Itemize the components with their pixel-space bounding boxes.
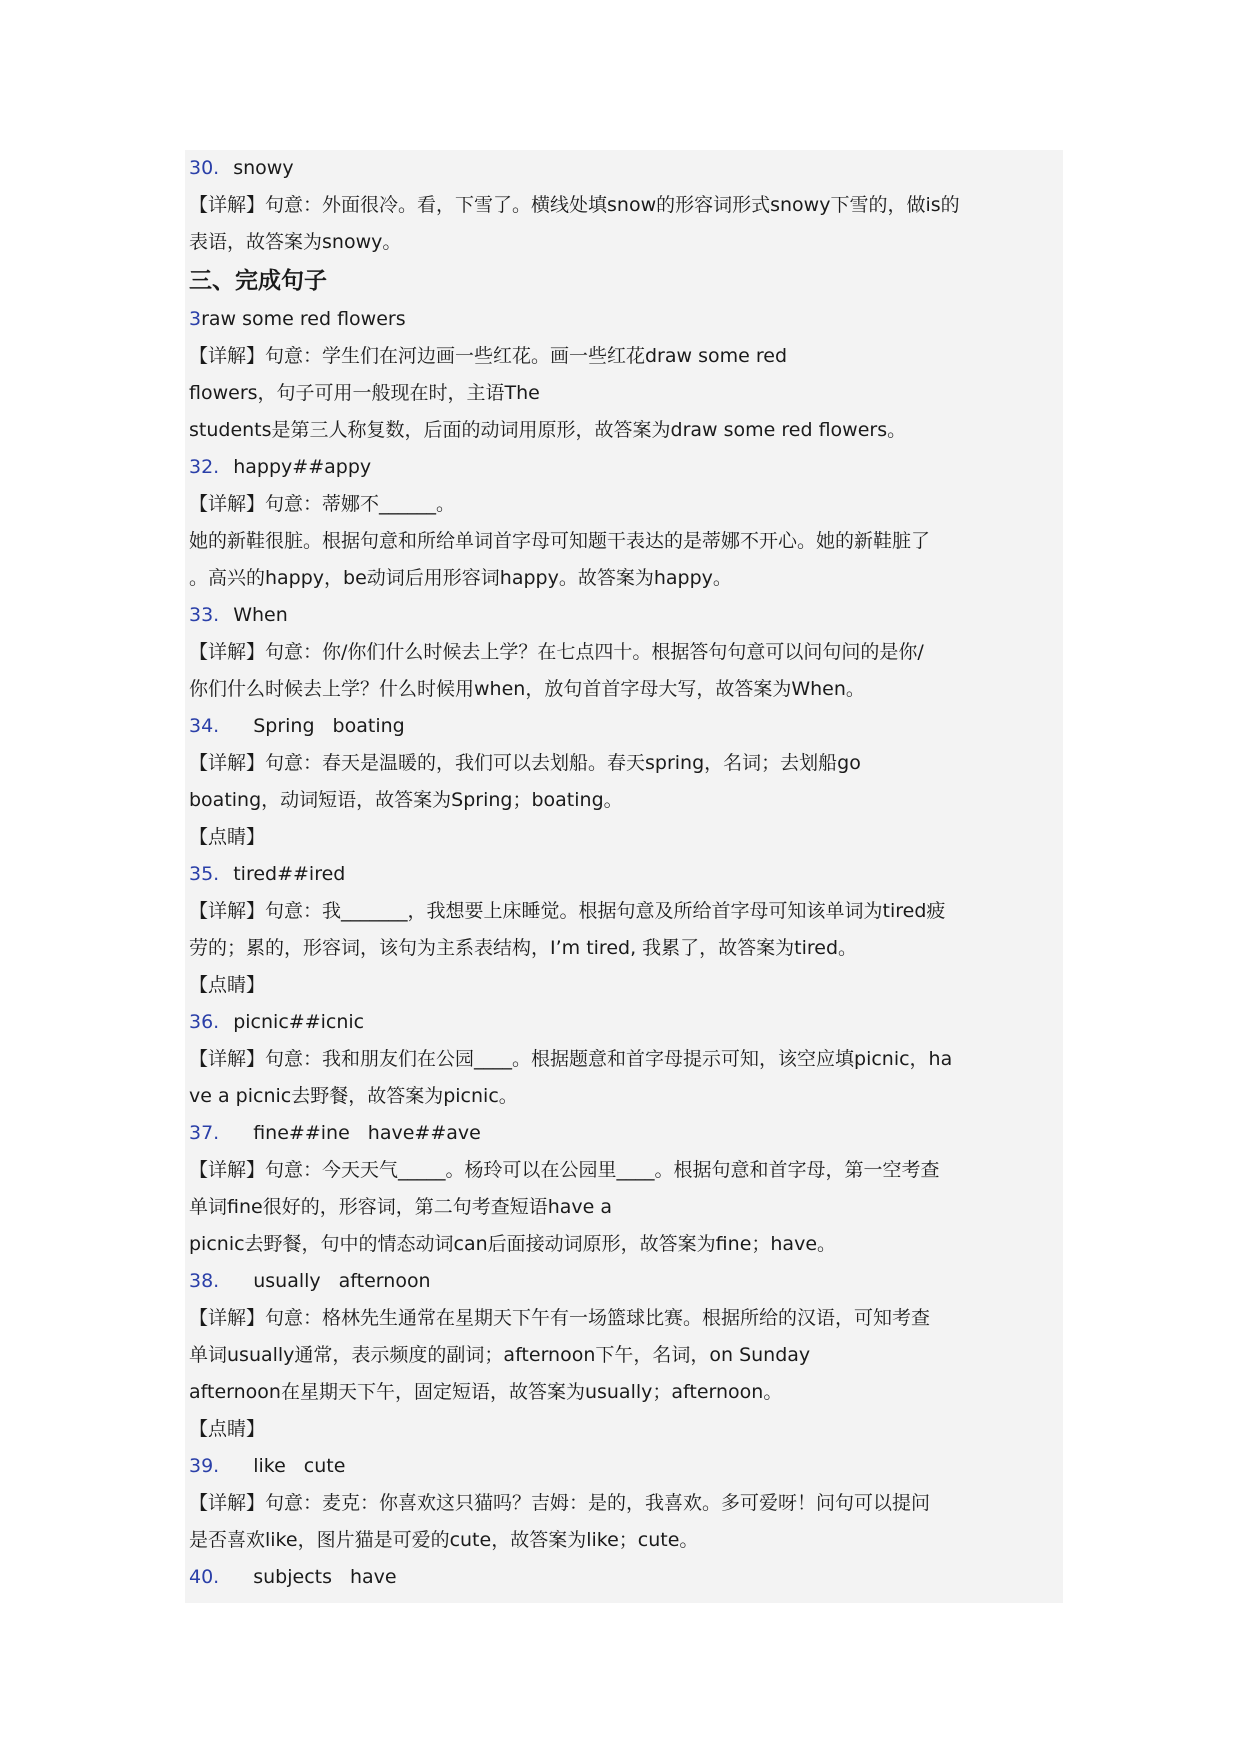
answer-word: afternoon (338, 1270, 431, 1292)
explanation-line: 单词usually通常，表示频度的副词；afternoon下午，名词，on Sunday (189, 1344, 811, 1366)
question-number: 3 (189, 308, 202, 330)
answer-line (189, 301, 1057, 338)
question-number: 33. (189, 604, 220, 626)
explanation-line: flowers，句子可用一般现在时，主语The (189, 382, 540, 404)
explanation-line: 【详解】句意：你/你们什么时候去上学？在七点四十。根据答句句意可以问句问的是你/ (189, 641, 924, 663)
explanation-line: 表语，故答案为snowy。 (189, 231, 402, 253)
explanation-line: 【详解】句意：今天天气_____。杨玲可以在公园里____。根据句意和首字母，第一空考查 (189, 1159, 940, 1181)
explanation-line: ve a picnic去野餐，故答案为picnic。 (189, 1085, 518, 1107)
answer-word: boating (332, 715, 405, 737)
answer-text: raw some red flowers (201, 308, 406, 330)
answer-word: happy##appy (233, 456, 372, 478)
answer-line (189, 449, 1057, 486)
answer-word: subjects (253, 1566, 332, 1588)
explanation-line: picnic去野餐，句中的情态动词can后面接动词原形，故答案为fine；have。 (189, 1233, 837, 1255)
explanation-line: boating，动词短语，故答案为Spring；boating。 (189, 789, 623, 811)
explanation-line: 单词fine很好的，形容词，第二句考查短语have a (189, 1196, 613, 1218)
explanation-line: 【详解】句意：春天是温暖的，我们可以去划船。春天spring，名词；去划船go (189, 752, 861, 774)
answer-line (189, 1004, 1057, 1041)
answer-word: picnic##icnic (233, 1011, 365, 1033)
explanation-line: students是第三人称复数，后面的动词用原形，故答案为draw some red flowers。 (189, 419, 907, 441)
question-number: 32. (189, 456, 220, 478)
explanation-line: 【详解】句意：学生们在河边画一些红花。画一些红花draw some red (189, 345, 788, 367)
answer-word: Spring (253, 715, 315, 737)
question-number: 36. (189, 1011, 220, 1033)
answer-word: fine##ine (253, 1122, 350, 1144)
question-number: 40. (189, 1566, 220, 1588)
explanation-line: 。高兴的happy，be动词后用形容词happy。故答案为happy。 (189, 567, 732, 589)
answer-line (189, 150, 1057, 187)
explanation-line: 【详解】句意：外面很冷。看，下雪了。横线处填snow的形容词形式snowy下雪的，做is的 (189, 194, 960, 216)
question-number: 39. (189, 1455, 220, 1477)
answer-line (189, 1448, 1057, 1485)
question-number: 37. (189, 1122, 220, 1144)
explanation-line: 【点睛】 (189, 1418, 266, 1440)
section-heading: 三、完成句子 (189, 268, 327, 294)
answer-word: like (253, 1455, 286, 1477)
explanation-line: 她的新鞋很脏。根据句意和所给单词首字母可知题干表达的是蒂娜不开心。她的新鞋脏了 (189, 530, 931, 552)
answer-word: tired##ired (233, 863, 346, 885)
explanation-line: 【点睛】 (189, 826, 266, 848)
answer-line (189, 1263, 1057, 1300)
answer-word: cute (303, 1455, 346, 1477)
question-number: 38. (189, 1270, 220, 1292)
question-number: 35. (189, 863, 220, 885)
answer-word: have##ave (367, 1122, 481, 1144)
answer-line (189, 1559, 1057, 1596)
explanation-line: 是否喜欢like，图片猫是可爱的cute，故答案为like；cute。 (189, 1529, 699, 1551)
answer-word: usually (253, 1270, 321, 1292)
explanation-line: 【详解】句意：我和朋友们在公园____。根据题意和首字母提示可知，该空应填picnic，ha (189, 1048, 953, 1070)
explanation-line: 劳的；累的，形容词，该句为主系表结构，I’m tired, 我累了，故答案为tired。 (189, 937, 858, 959)
document-page (185, 150, 1063, 1603)
explanation-line: 你们什么时候去上学？什么时候用when，放句首首字母大写，故答案为When。 (189, 678, 865, 700)
answer-line (189, 1115, 1057, 1152)
explanation-line: afternoon在星期天下午，固定短语，故答案为usually；afternoon。 (189, 1381, 783, 1403)
answer-word: When (233, 604, 288, 626)
answer-line (189, 708, 1057, 745)
explanation-line: 【详解】句意：格林先生通常在星期天下午有一场篮球比赛。根据所给的汉语，可知考查 (189, 1307, 931, 1329)
explanation-line: 【点睛】 (189, 974, 266, 996)
answer-word: have (349, 1566, 397, 1588)
explanation-line: 【详解】句意：麦克：你喜欢这只猫吗？吉姆：是的，我喜欢。多可爱呀！问句可以提问 (189, 1492, 931, 1514)
explanation-line: 【详解】句意：蒂娜不______。 (189, 493, 456, 515)
answer-word: snowy (233, 157, 294, 179)
question-number: 34. (189, 715, 220, 737)
explanation-line: 【详解】句意：我_______，我想要上床睡觉。根据句意及所给首字母可知该单词为tired疲 (189, 900, 946, 922)
question-number: 30. (189, 157, 220, 179)
answer-line (189, 597, 1057, 634)
answer-line (189, 856, 1057, 893)
